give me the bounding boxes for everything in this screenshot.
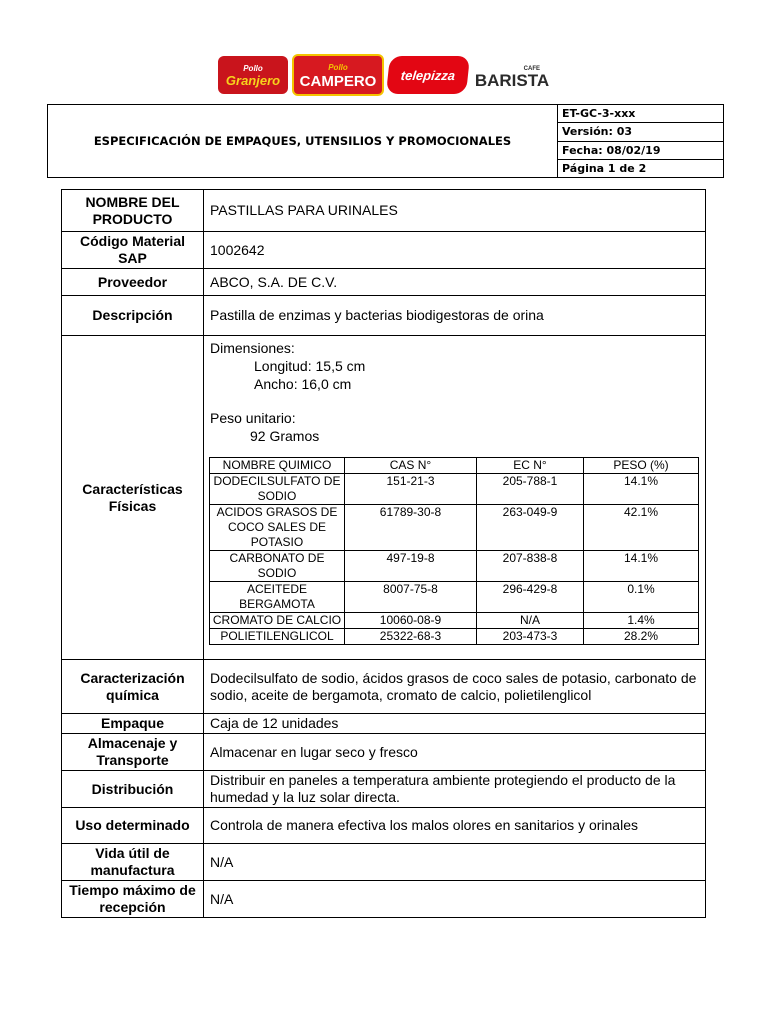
chemical-cell: 151-21-3 [345, 474, 477, 505]
width-value: Ancho: 16,0 cm [254, 376, 352, 392]
row-distribution [62, 771, 706, 808]
chemical-header-cell: EC N° [477, 458, 584, 474]
row-supplier [62, 269, 706, 296]
intended-use-label: Uso determinado [62, 808, 204, 844]
chemical-row [210, 613, 699, 629]
chemical-cell: 263-049-9 [477, 505, 584, 551]
row-product-name [62, 190, 706, 232]
specification-table [61, 189, 706, 918]
chemical-row [210, 551, 699, 582]
product-name-label: NOMBRE DEL PRODUCTO [62, 190, 204, 232]
description-value: Pastilla de enzimas y bacterias biodigestoras de orina [204, 296, 706, 336]
telepizza-logo: telepizza [386, 56, 470, 94]
chemical-characterization-value: Dodecilsulfato de sodio, ácidos grasos de coco sales de potasio, carbonato de sodio, aceite de bergamota, cromato de calcio, polietilenglicol [204, 660, 706, 714]
chemical-cell: 8007-75-8 [345, 582, 477, 613]
physical-characteristics-value [204, 336, 706, 660]
chemical-cell: 14.1% [584, 551, 699, 582]
sap-code-label: Código Material SAP [62, 232, 204, 269]
document-date: Fecha: 08/02/19 [558, 142, 723, 160]
row-description [62, 296, 706, 336]
row-intended-use [62, 808, 706, 844]
shelf-life-value: N/A [204, 844, 706, 881]
chemical-row [210, 582, 699, 613]
chemical-cell: DODECILSULFATO DE SODIO [210, 474, 345, 505]
document-meta [558, 105, 723, 177]
cafe-barista-logo: CAFE BARISTA [474, 66, 550, 90]
chemical-cell: CROMATO DE CALCIO [210, 613, 345, 629]
document-title: ESPECIFICACIÓN DE EMPAQUES, UTENSILIOS Y PROMOCIONALES [48, 105, 558, 177]
chemical-cell: 296-429-8 [477, 582, 584, 613]
document-code: ET-GC-3-xxx [558, 105, 723, 123]
chemical-cell: 203-473-3 [477, 629, 584, 645]
chemical-cell: ACEITEDE BERGAMOTA [210, 582, 345, 613]
chemical-cell: 42.1% [584, 505, 699, 551]
physical-details [210, 337, 699, 445]
physical-characteristics-label: Características Físicas [62, 336, 204, 660]
dimensions-label: Dimensiones: [210, 340, 295, 356]
description-label: Descripción [62, 296, 204, 336]
chemical-row [210, 474, 699, 505]
chemical-table-header [210, 458, 699, 474]
reception-time-label: Tiempo máximo de recepción [62, 881, 204, 918]
chemical-cell: 205-788-1 [477, 474, 584, 505]
row-chemical-characterization [62, 660, 706, 714]
row-packaging [62, 714, 706, 734]
pollo-granjero-logo: Pollo Granjero [218, 56, 288, 94]
row-sap-code [62, 232, 706, 269]
chemical-cell: 10060-08-9 [345, 613, 477, 629]
packaging-label: Empaque [62, 714, 204, 734]
row-shelf-life [62, 844, 706, 881]
chemical-cell: 0.1% [584, 582, 699, 613]
intended-use-value: Controla de manera efectiva los malos olores en sanitarios y orinales [204, 808, 706, 844]
chemical-header-cell: NOMBRE QUIMICO [210, 458, 345, 474]
chemical-header-cell: PESO (%) [584, 458, 699, 474]
chemical-cell: 61789-30-8 [345, 505, 477, 551]
chemical-cell: N/A [477, 613, 584, 629]
storage-label: Almacenaje y Transporte [62, 734, 204, 771]
packaging-value: Caja de 12 unidades [204, 714, 706, 734]
chemical-cell: 25322-68-3 [345, 629, 477, 645]
row-reception-time [62, 881, 706, 918]
chemical-row [210, 505, 699, 551]
distribution-value: Distribuir en paneles a temperatura ambiente protegiendo el producto de la humedad y la luz solar directa. [204, 771, 706, 808]
supplier-label: Proveedor [62, 269, 204, 296]
chemical-characterization-label: Caracterización química [62, 660, 204, 714]
chemical-table-body [210, 474, 699, 645]
document-version: Versión: 03 [558, 123, 723, 141]
length-value: Longitud: 15,5 cm [254, 358, 366, 374]
row-storage [62, 734, 706, 771]
chemical-row [210, 629, 699, 645]
product-name-value: PASTILLAS PARA URINALES [204, 190, 706, 232]
weight-label: Peso unitario: [210, 410, 296, 426]
document-header [47, 104, 724, 178]
chemical-cell: CARBONATO DE SODIO [210, 551, 345, 582]
sap-code-value: 1002642 [204, 232, 706, 269]
chemical-cell: 497-19-8 [345, 551, 477, 582]
supplier-value: ABCO, S.A. DE C.V. [204, 269, 706, 296]
brand-logos [218, 54, 552, 96]
pollo-campero-logo: Pollo CAMPERO [292, 54, 384, 96]
chemical-header-cell: CAS N° [345, 458, 477, 474]
chemical-cell: 207-838-8 [477, 551, 584, 582]
chemical-cell: 1.4% [584, 613, 699, 629]
chemical-cell: ACIDOS GRASOS DE COCO SALES DE POTASIO [210, 505, 345, 551]
shelf-life-label: Vida útil de manufactura [62, 844, 204, 881]
storage-value: Almacenar en lugar seco y fresco [204, 734, 706, 771]
document-page: Página 1 de 2 [562, 161, 647, 175]
chemical-cell: 14.1% [584, 474, 699, 505]
row-physical-characteristics [62, 336, 706, 660]
reception-time-value: N/A [204, 881, 706, 918]
weight-value: 92 Gramos [250, 428, 320, 444]
chemical-cell: 28.2% [584, 629, 699, 645]
distribution-label: Distribución [62, 771, 204, 808]
chemical-composition-table [209, 457, 699, 645]
chemical-cell: POLIETILENGLICOL [210, 629, 345, 645]
